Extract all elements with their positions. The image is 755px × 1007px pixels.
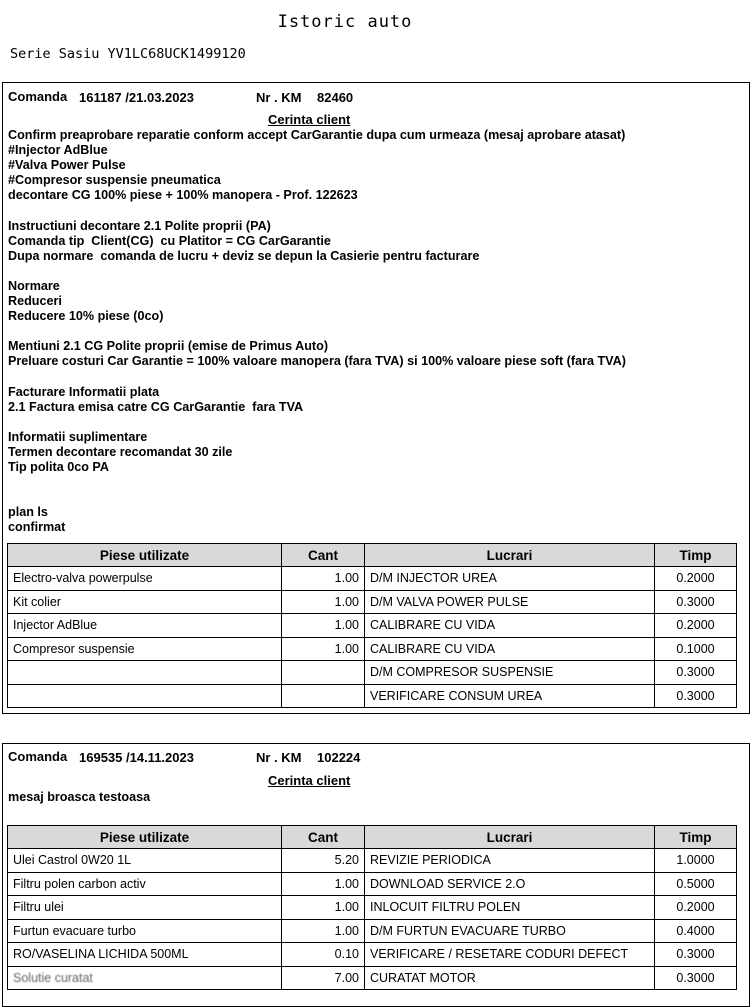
table-row (8, 637, 737, 661)
customer-request-text: Confirm preaprobare reparatie conform accept CarGarantie dupa cum urmeaza (mesaj aprobare atasat) #Injector AdBlue #Valva Power Pulse #Compresor suspensie pneumatica decontare CG 100% piese + 100% manopera - Prof. 122623 Instructiuni decontare 2.1 Polite proprii (PA) Comanda tip Client(CG) cu Platitor = CG CarGarantie Dupa normare comanda de lucru + deviz se depun la Casierie pentru facturare Normare Reduceri Reducere 10% piese (0co) Mentiuni 2.1 CG Polite proprii (emise de Primus Auto) Preluare costuri Car Garantie = 100% valoare manopera (fara TVA) si 100% valoare piese soft (fara TVA) Facturare Informatii plata 2.1 Factura emisa catre CG CarGarantie fara TVA Informatii suplimentare Termen decontare recomandat 30 zile Tip polita 0co PA plan ls confirmat (8, 128, 626, 535)
part-cell: Solutie curatat (8, 966, 282, 990)
page-title: Istoric auto (277, 12, 413, 32)
order-label: Comanda (8, 89, 68, 104)
table-row (8, 614, 737, 638)
chassis-number: Serie Sasiu YV1LC68UCK1499120 (10, 46, 246, 62)
part-cell: Filtru ulei (8, 896, 282, 920)
work-cell: D/M COMPRESOR SUSPENSIE (365, 661, 655, 685)
col-time-header: Timp (655, 544, 737, 567)
table-row (8, 966, 737, 990)
table-row (8, 896, 737, 920)
work-cell: INLOCUIT FILTRU POLEN (365, 896, 655, 920)
customer-request-heading: Cerinta client (268, 112, 351, 127)
work-cell: REVIZIE PERIODICA (365, 849, 655, 873)
qty-cell: 7.00 (282, 966, 365, 990)
order-card-2 (2, 743, 750, 1007)
table-row (8, 661, 737, 685)
qty-cell: 1.00 (282, 919, 365, 943)
part-cell: RO/VASELINA LICHIDA 500ML (8, 943, 282, 967)
qty-cell: 1.00 (282, 567, 365, 591)
order-number: 161187 /21.03.2023 (79, 90, 194, 105)
table-row (8, 872, 737, 896)
col-work-header: Lucrari (365, 544, 655, 567)
work-cell: D/M INJECTOR UREA (365, 567, 655, 591)
qty-cell: 1.00 (282, 872, 365, 896)
time-cell: 0.3000 (655, 966, 737, 990)
qty-cell: 5.20 (282, 849, 365, 873)
work-cell: DOWNLOAD SERVICE 2.O (365, 872, 655, 896)
time-cell: 0.2000 (655, 567, 737, 591)
time-cell: 0.1000 (655, 637, 737, 661)
work-cell: CALIBRARE CU VIDA (365, 637, 655, 661)
table-row (8, 849, 737, 873)
parts-table (7, 825, 737, 990)
km-label: Nr . KM (256, 90, 302, 105)
order-number: 169535 /14.11.2023 (79, 750, 194, 765)
qty-cell: 1.00 (282, 896, 365, 920)
time-cell: 0.3000 (655, 943, 737, 967)
col-parts-header: Piese utilizate (8, 826, 282, 849)
qty-cell: 1.00 (282, 590, 365, 614)
part-cell: Ulei Castrol 0W20 1L (8, 849, 282, 873)
part-cell: Filtru polen carbon activ (8, 872, 282, 896)
table-row (8, 943, 737, 967)
col-time-header: Timp (655, 826, 737, 849)
work-cell: VERIFICARE CONSUM UREA (365, 684, 655, 708)
work-cell: VERIFICARE / RESETARE CODURI DEFECT (365, 943, 655, 967)
customer-request-text: mesaj broasca testoasa (8, 790, 151, 804)
time-cell: 1.0000 (655, 849, 737, 873)
part-cell: Injector AdBlue (8, 614, 282, 638)
part-cell (8, 661, 282, 685)
order-label: Comanda (8, 749, 68, 764)
col-qty-header: Cant (282, 826, 365, 849)
work-cell: D/M VALVA POWER PULSE (365, 590, 655, 614)
qty-cell: 0.10 (282, 943, 365, 967)
qty-cell: 1.00 (282, 614, 365, 638)
time-cell: 0.3000 (655, 684, 737, 708)
work-cell: CALIBRARE CU VIDA (365, 614, 655, 638)
table-header-row (8, 826, 737, 849)
parts-table (7, 543, 737, 708)
qty-cell: 1.00 (282, 637, 365, 661)
work-cell: D/M FURTUN EVACUARE TURBO (365, 919, 655, 943)
km-value: 102224 (317, 750, 361, 765)
customer-request-heading: Cerinta client (268, 773, 351, 788)
col-parts-header: Piese utilizate (8, 544, 282, 567)
part-cell (8, 684, 282, 708)
time-cell: 0.4000 (655, 919, 737, 943)
time-cell: 0.3000 (655, 590, 737, 614)
qty-cell (282, 684, 365, 708)
time-cell: 0.2000 (655, 614, 737, 638)
part-cell: Electro-valva powerpulse (8, 567, 282, 591)
table-header-row (8, 544, 737, 567)
col-work-header: Lucrari (365, 826, 655, 849)
km-label: Nr . KM (256, 750, 302, 765)
order-card-1 (2, 82, 750, 714)
table-row (8, 590, 737, 614)
qty-cell (282, 661, 365, 685)
km-value: 82460 (317, 90, 354, 105)
time-cell: 0.2000 (655, 896, 737, 920)
work-cell: CURATAT MOTOR (365, 966, 655, 990)
col-qty-header: Cant (282, 544, 365, 567)
part-cell: Furtun evacuare turbo (8, 919, 282, 943)
table-row (8, 567, 737, 591)
time-cell: 0.3000 (655, 661, 737, 685)
time-cell: 0.5000 (655, 872, 737, 896)
table-row (8, 684, 737, 708)
table-row (8, 919, 737, 943)
part-cell: Kit colier (8, 590, 282, 614)
part-cell: Compresor suspensie (8, 637, 282, 661)
